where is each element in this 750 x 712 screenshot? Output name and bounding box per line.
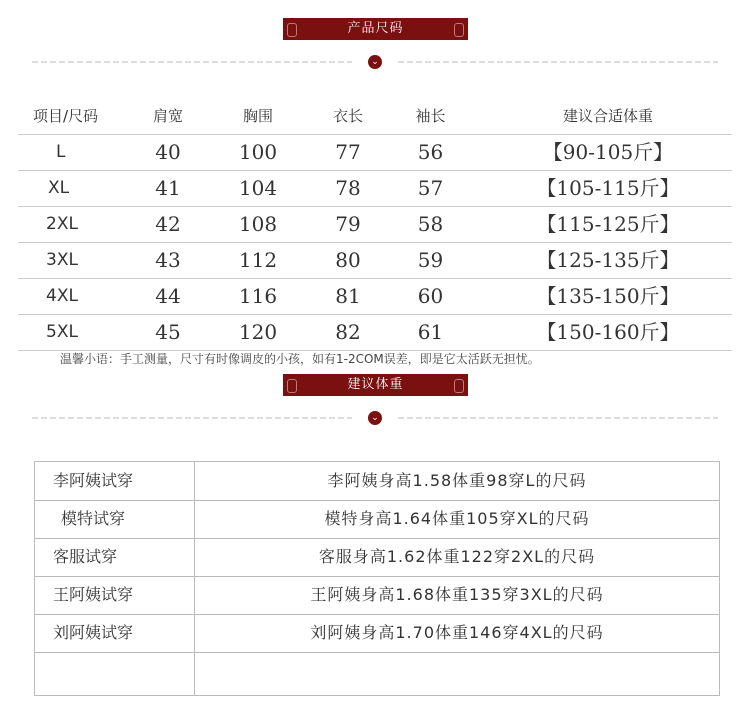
size-cell: 5XL <box>46 322 78 342</box>
tester-name <box>35 652 195 695</box>
shoulder-cell: 40 <box>155 140 181 164</box>
table-row <box>18 135 732 171</box>
size-cell: L <box>56 142 66 162</box>
tester-detail: 王阿姨身高1.68体重135穿3XL的尺码 <box>310 585 604 604</box>
sleeve-cell: 58 <box>417 212 444 236</box>
shoulder-cell: 45 <box>155 320 181 344</box>
chevron-down-icon: ⌄ <box>368 411 382 425</box>
table-row <box>18 279 732 315</box>
sleeve-cell: 56 <box>417 140 444 164</box>
chest-cell: 108 <box>238 212 278 236</box>
chest-cell: 116 <box>238 284 278 308</box>
tester-name: 客服试穿 <box>35 538 195 576</box>
tester-name: 李阿姨试穿 <box>35 462 195 500</box>
size-cell: XL <box>48 178 70 198</box>
chest-cell: 120 <box>238 320 278 344</box>
size-cell: 3XL <box>46 250 78 270</box>
weight-cell: 【135-150斤】 <box>536 284 680 308</box>
tester-detail: 李阿姨身高1.58体重98穿L的尺码 <box>327 471 587 490</box>
chest-cell: 112 <box>238 248 278 272</box>
chevron-down-icon: ⌄ <box>368 55 382 69</box>
table-row <box>18 243 732 279</box>
header-shoulder: 肩宽 <box>152 107 183 125</box>
weight-cell: 【125-135斤】 <box>536 248 680 272</box>
table-row <box>35 462 719 501</box>
section-divider <box>32 410 718 426</box>
length-cell: 82 <box>335 320 361 344</box>
size-table-header <box>18 98 732 135</box>
measurement-note: 温馨小语：手工测量，尺寸有时像调皮的小孩，如有1-2COM误差，即是它太活跃无担忧。 <box>60 352 540 366</box>
table-row <box>35 538 719 577</box>
size-section-title: 产品尺码 <box>283 18 468 40</box>
length-cell: 80 <box>335 248 361 272</box>
shoulder-cell: 43 <box>155 248 181 272</box>
trial-table <box>34 461 720 696</box>
sleeve-cell: 57 <box>417 176 444 200</box>
header-item: 项目/尺码 <box>33 107 99 125</box>
tester-detail: 模特身高1.64体重105穿XL的尺码 <box>324 509 590 528</box>
header-length: 衣长 <box>332 107 363 125</box>
table-row <box>18 171 732 207</box>
header-chest: 胸围 <box>242 107 273 125</box>
shoulder-cell: 42 <box>155 212 181 236</box>
weight-section-title: 建议体重 <box>283 374 468 396</box>
table-row <box>35 500 719 539</box>
table-row <box>18 207 732 243</box>
tester-detail: 客服身高1.62体重122穿2XL的尺码 <box>318 547 596 566</box>
length-cell: 79 <box>335 212 361 236</box>
tester-name: 王阿姨试穿 <box>35 576 195 614</box>
section-divider <box>32 54 718 70</box>
sleeve-cell: 60 <box>417 284 444 308</box>
table-row <box>35 652 719 695</box>
table-row <box>35 576 719 615</box>
table-row <box>18 315 732 351</box>
shoulder-cell: 44 <box>155 284 181 308</box>
tester-detail <box>195 652 719 695</box>
sleeve-cell: 61 <box>417 320 444 344</box>
shoulder-cell: 41 <box>155 176 181 200</box>
table-row <box>35 614 719 653</box>
size-cell: 4XL <box>46 286 78 306</box>
tester-name: 刘阿姨试穿 <box>35 614 195 652</box>
length-cell: 77 <box>335 140 361 164</box>
header-sleeve: 袖长 <box>415 107 446 125</box>
header-weight: 建议合适体重 <box>562 107 653 125</box>
tester-name: 模特试穿 <box>35 500 195 538</box>
length-cell: 78 <box>335 176 361 200</box>
weight-cell: 【115-125斤】 <box>536 212 680 236</box>
length-cell: 81 <box>335 284 361 308</box>
size-cell: 2XL <box>46 214 78 234</box>
tester-detail: 刘阿姨身高1.70体重146穿4XL的尺码 <box>310 623 604 642</box>
chest-cell: 104 <box>238 176 278 200</box>
weight-cell: 【90-105斤】 <box>542 140 674 164</box>
chest-cell: 100 <box>238 140 278 164</box>
weight-cell: 【150-160斤】 <box>536 320 680 344</box>
weight-cell: 【105-115斤】 <box>536 176 680 200</box>
sleeve-cell: 59 <box>417 248 444 272</box>
